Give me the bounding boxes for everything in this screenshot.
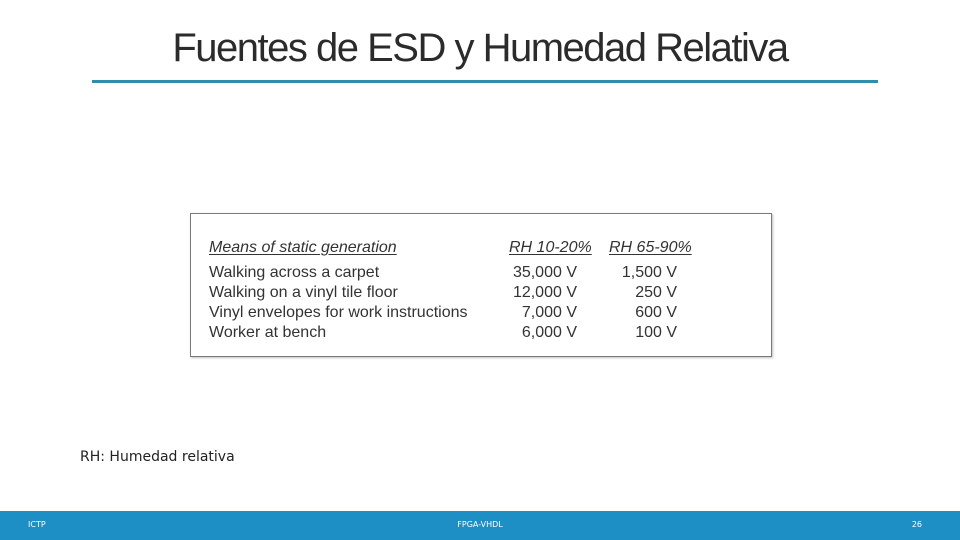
rh-footnote: RH: Humedad relativa — [80, 449, 235, 465]
row-4-means: Worker at bench — [209, 324, 327, 341]
page-number: 26 — [911, 520, 922, 529]
row-1-high-rh: 1,500 V — [621, 264, 677, 281]
row-2-means: Walking on a vinyl tile floor — [209, 284, 398, 301]
row-1-means: Walking across a carpet — [209, 264, 380, 281]
header-rh-low: RH 10-20% — [509, 239, 592, 256]
row-3-means: Vinyl envelopes for work instructions — [209, 304, 468, 321]
row-2-high-rh: 250 V — [635, 284, 677, 301]
row-1-low-rh: 35,000 V — [512, 264, 577, 281]
slide-title: Fuentes de ESD y Humedad Relativa — [172, 26, 788, 70]
row-4-high-rh: 100 V — [635, 324, 677, 341]
header-rh-high: RH 65-90% — [609, 239, 692, 256]
row-4-low-rh: 6,000 V — [521, 324, 577, 341]
footer-bar — [0, 511, 960, 540]
header-means: Means of static generation — [209, 239, 397, 256]
row-3-high-rh: 600 V — [635, 304, 677, 321]
row-2-low-rh: 12,000 V — [512, 284, 577, 301]
esd-table — [190, 213, 772, 357]
row-3-low-rh: 7,000 V — [521, 304, 577, 321]
title-underline — [92, 80, 878, 83]
footer-center-label: FPGA-VHDL — [457, 520, 503, 529]
footer-left-label: ICTP — [28, 520, 46, 529]
